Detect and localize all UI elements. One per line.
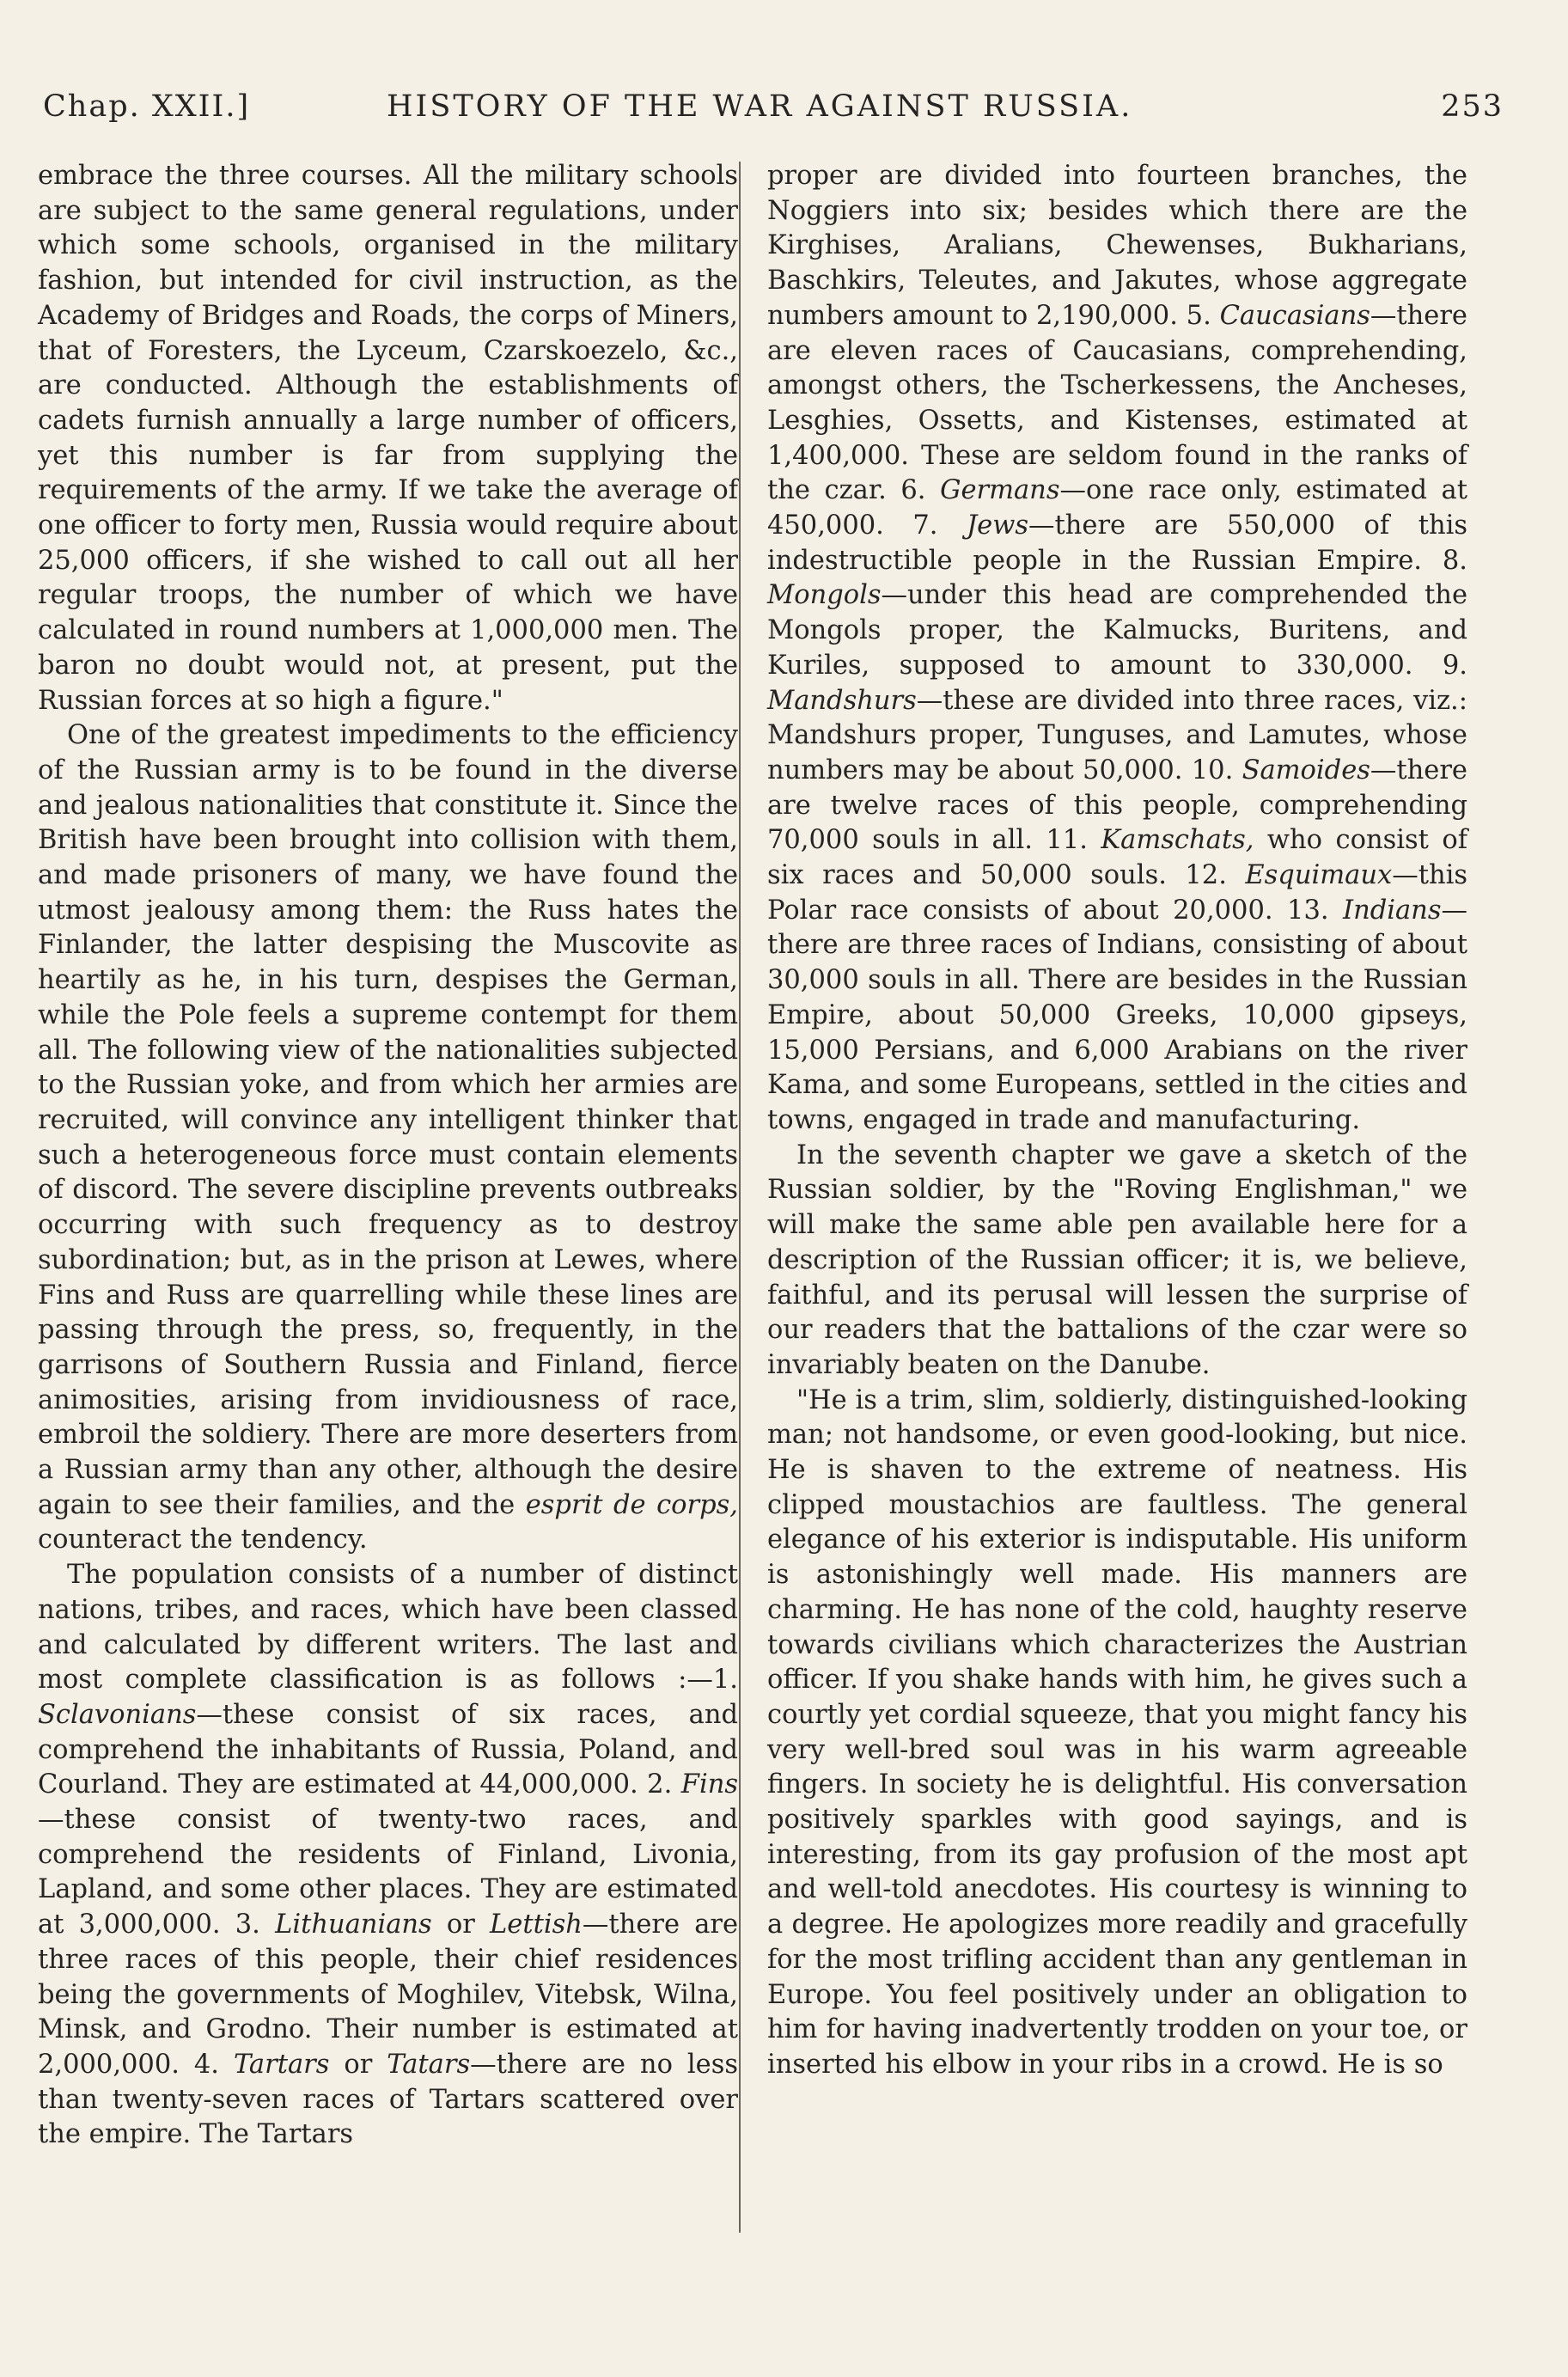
running-header xyxy=(43,89,1504,132)
paragraph: proper are divided into fourteen branches, the Noggiers into six; besides which there are the Kirghises, Aralians, Chewenses, Bukharians, Baschkirs, Teleutes, and Jakutes, whose aggregate numbers amount to 2,190,000. 5. Caucasians—there are eleven races of Caucasians, comprehending, amongst others, the Tscherkessens, the Ancheses, Lesghies, Ossetts, and Kistenses, estimated at 1,400,000. These are seldom found in the ranks of the czar. 6. Germans—one race only, estimated at 450,000. 7. Jews—there are 550,000 of this indestructible people in the Russian Empire. 8. Mongols—under this head are comprehended the Mongols proper, the Kalmucks, Buritens, and Kuriles, supposed to amount to 330,000. 9. Mandshurs—these are divided into three races, viz.: Mandshurs proper, Tunguses, and Lamutes, whose numbers may be about 50,000. 10. Samoides—there are twelve races of this people, comprehending 70,000 souls in all. 11. Kamschats, who consist of six races and 50,000 souls. 12. Esquimaux—this Polar race consists of about 20,000. 13. Indians—there are three races of Indians, consisting of about 30,000 souls in all. There are besides in the Russian Empire, about 50,000 Greeks, 10,000 gipseys, 15,000 Persians, and 6,000 Arabians on the river Kama, and some Europeans, settled in the cities and towns, engaged in trade and manufacturing. xyxy=(767,161,1468,1135)
paragraph: In the seventh chapter we gave a sketch of the Russian soldier, by the "Roving Englishman," we will make the same able pen available here for a description of the Russian officer; it is, we believe, faithful, and its perusal will lessen the surprise of our readers that the battalions of the czar were so invariably beaten on the Danube. xyxy=(767,1140,1467,1380)
paragraph: embrace the three courses. All the military schools are subject to the same general regulations, under which some schools, organised in the military fashion, but intended for civil instruction, as the Academy of Bridges and Roads, the corps of Miners, that of Foresters, the Lyceum, Czarskoezelo, &c., are conducted. Although the establishments of cadets furnish annually a large number of officers, yet this number is far from supplying the requirements of the army. If we take the average of one officer to forty men, Russia would require about 25,000 officers, if she wished to call out all her regular troops, the number of which we have calculated in round numbers at 1,000,000 men. The baron no doubt would not, at present, put the Russian forces at so high a figure." xyxy=(38,161,738,716)
left-column xyxy=(38,159,738,2153)
paragraph: The population consists of a number of distinct nations, tribes, and races, which have been classed and calculated by different writers. The last and most complete classification is as follows :—1. Sclavonians—these consist of six races, and comprehend the inhabitants of Russia, Poland, and Courland. They are estimated at 44,000,000. 2. Fins—these consist of twenty-two races, and comprehend the residents of Finland, Livonia, Lapland, and some other places. They are estimated at 3,000,000. 3. Lithuanians or Lettish—there are three races of this people, their chief residences being the governments of Moghilev, Vitebsk, Wilna, Minsk, and Grodno. Their number is estimated at 2,000,000. 4. Tartars or Tatars—there are no less than twenty-seven races of Tartars scattered over the empire. The Tartars xyxy=(38,1560,739,2150)
chapter-label: Chap. XXII.] xyxy=(43,89,251,124)
paragraph: "He is a trim, slim, soldierly, distinguished-looking man; not handsome, or even good-looking, but nice. He is shaven to the extreme of neatness. His clipped moustachios are faultless. The general elegance of his exterior is indisputable. His uniform is astonishingly well made. His manners are charming. He has none of the cold, haughty reserve towards civilians which characterizes the Austrian officer. If you shake hands with him, he gives such a courtly yet cordial squeeze, that you might fancy his very well-bred soul was in his warm agreeable fingers. In society he is delightful. His conversation positively sparkles with good sayings, and is interesting, from its gay profusion of the most apt and well-told anecdotes. His courtesy is winning to a degree. He apologizes more readily and gracefully for the most trifling accident than any gentleman in Europe. You feel positively under an obligation to him for having inadvertently trodden on your toe, or inserted his elbow in your ribs in a crowd. He is so xyxy=(767,1384,1467,2080)
column-divider xyxy=(739,162,741,2233)
running-title: HISTORY OF THE WAR AGAINST RUSSIA. xyxy=(387,89,1133,124)
page-number: 253 xyxy=(1441,89,1504,124)
right-column xyxy=(767,159,1467,2083)
paragraph: One of the greatest impediments to the efficiency of the Russian army is to be found in the diverse and jealous nationalities that constitute it. Since the British have been brought into collision with them, and made prisoners of many, we have found the utmost jealousy among them: the Russ hates the Finlander, the latter despising the Muscovite as heartily as he, in his turn, despises the German, while the Pole feels a supreme contempt for them all. The following view of the nationalities subjected to the Russian yoke, and from which her armies are recruited, will convince any intelligent thinker that such a heterogeneous force must contain elements of discord. The severe discipline prevents outbreaks occurring with such frequency as to destroy subordination; but, as in the prison at Lewes, where Fins and Russ are quarrelling while these lines are passing through the press, so, frequently, in the garrisons of Southern Russia and Finland, fierce animosities, arising from invidiousness of race, embroil the soldiery. There are more deserters from a Russian army than any other, although the desire again to see their families, and the esprit de corps, counteract the tendency. xyxy=(38,720,738,1555)
